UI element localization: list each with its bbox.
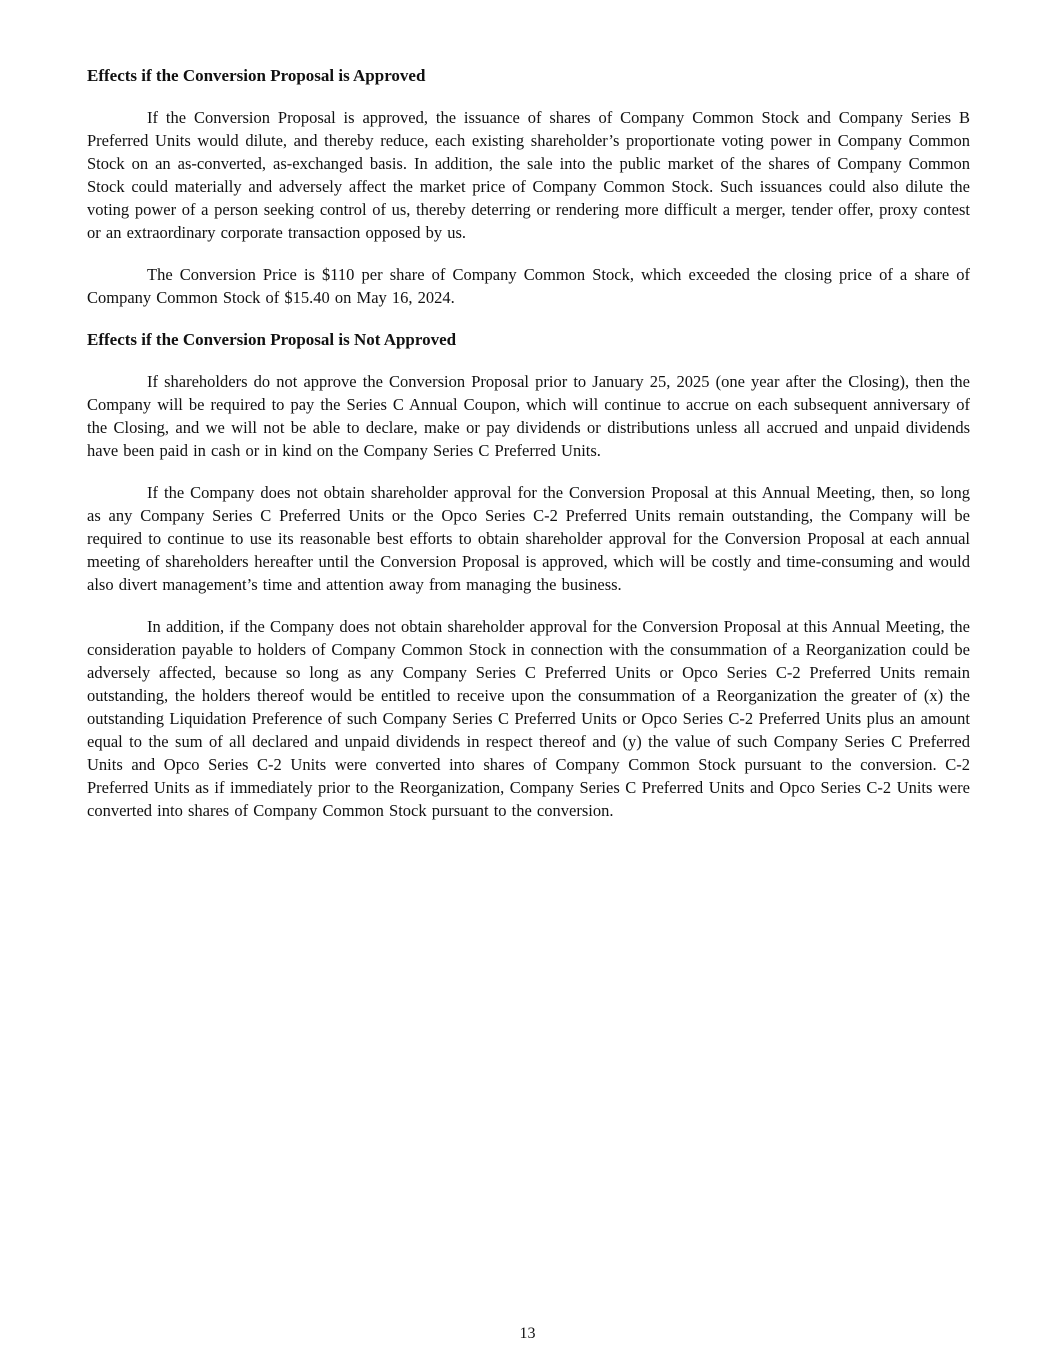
paragraph-dilution-effects: If the Conversion Proposal is approved, the issuance of shares of Company Common Stock and Company Series B Preferred Units would dilute, and thereby reduce, each existing shareholder’s proportionate voting power in Company Common Stock on an as-converted, as-exchanged basis. In addition, the sale into the public market of the shares of Company Common Stock could materially and adversely affect the market price of Company Common Stock. Such issuances could also dilute the voting power of a person seeking control of us, thereby deterring or rendering more difficult a merger, tender offer, proxy contest or an extraordinary corporate transaction opposed by us.: [87, 108, 970, 242]
paragraph-continued-efforts: If the Company does not obtain shareholder approval for the Conversion Proposal at this Annual Meeting, then, so long as any Company Series C Preferred Units or the Opco Series C-2 Preferred Units remain outstanding, the Company will be required to continue to use its reasonable best efforts to obtain shareholder approval for the Conversion Proposal at each annual meeting of shareholders hereafter until the Conversion Proposal is approved, which will be costly and time-consuming and would also divert management’s time and attention away from managing the business.: [87, 483, 970, 594]
section-heading-conversion-not-approved: Effects if the Conversion Proposal is Not Approved: [87, 330, 457, 349]
paragraph-reorganization-consideration: In addition, if the Company does not obtain shareholder approval for the Conversion Proposal at this Annual Meeting, the consideration payable to holders of Company Common Stock in connection with the consummation of a Reorganization could be adversely affected, because so long as any Company Series C Preferred Units or Opco Series C-2 Preferred Units remain outstanding, the holders thereof would be entitled to receive upon the consummation of a Reorganization the greater of (x) the outstanding Liquidation Preference of such Company Series C Preferred Units or Opco Series C-2 Preferred Units plus an amount equal to the sum of all declared and unpaid dividends in respect thereof and (y) the value of such Company Series C Preferred Units and Opco Series C-2 Units were converted into shares of Company Common Stock pursuant to the conversion. C-2 Preferred Units as if immediately prior to the Reorganization, Company Series C Preferred Units and Opco Series C-2 Units were converted into shares of Company Common Stock pursuant to the conversion.: [87, 617, 970, 820]
page-number: 13: [519, 1325, 536, 1342]
section-heading-conversion-approved: Effects if the Conversion Proposal is Approved: [87, 66, 426, 85]
paragraph-annual-coupon: If shareholders do not approve the Conversion Proposal prior to January 25, 2025 (one year after the Closing), then the Company will be required to pay the Series C Annual Coupon, which will continue to accrue on each subsequent anniversary of the Closing, and we will not be able to declare, make or pay dividends or distributions unless all accrued and unpaid dividends have been paid in cash or in kind on the Company Series C Preferred Units.: [87, 372, 970, 460]
paragraph-conversion-price: The Conversion Price is $110 per share of Company Common Stock, which exceeded the closing price of a share of Company Common Stock of $15.40 on May 16, 2024.: [87, 265, 970, 307]
